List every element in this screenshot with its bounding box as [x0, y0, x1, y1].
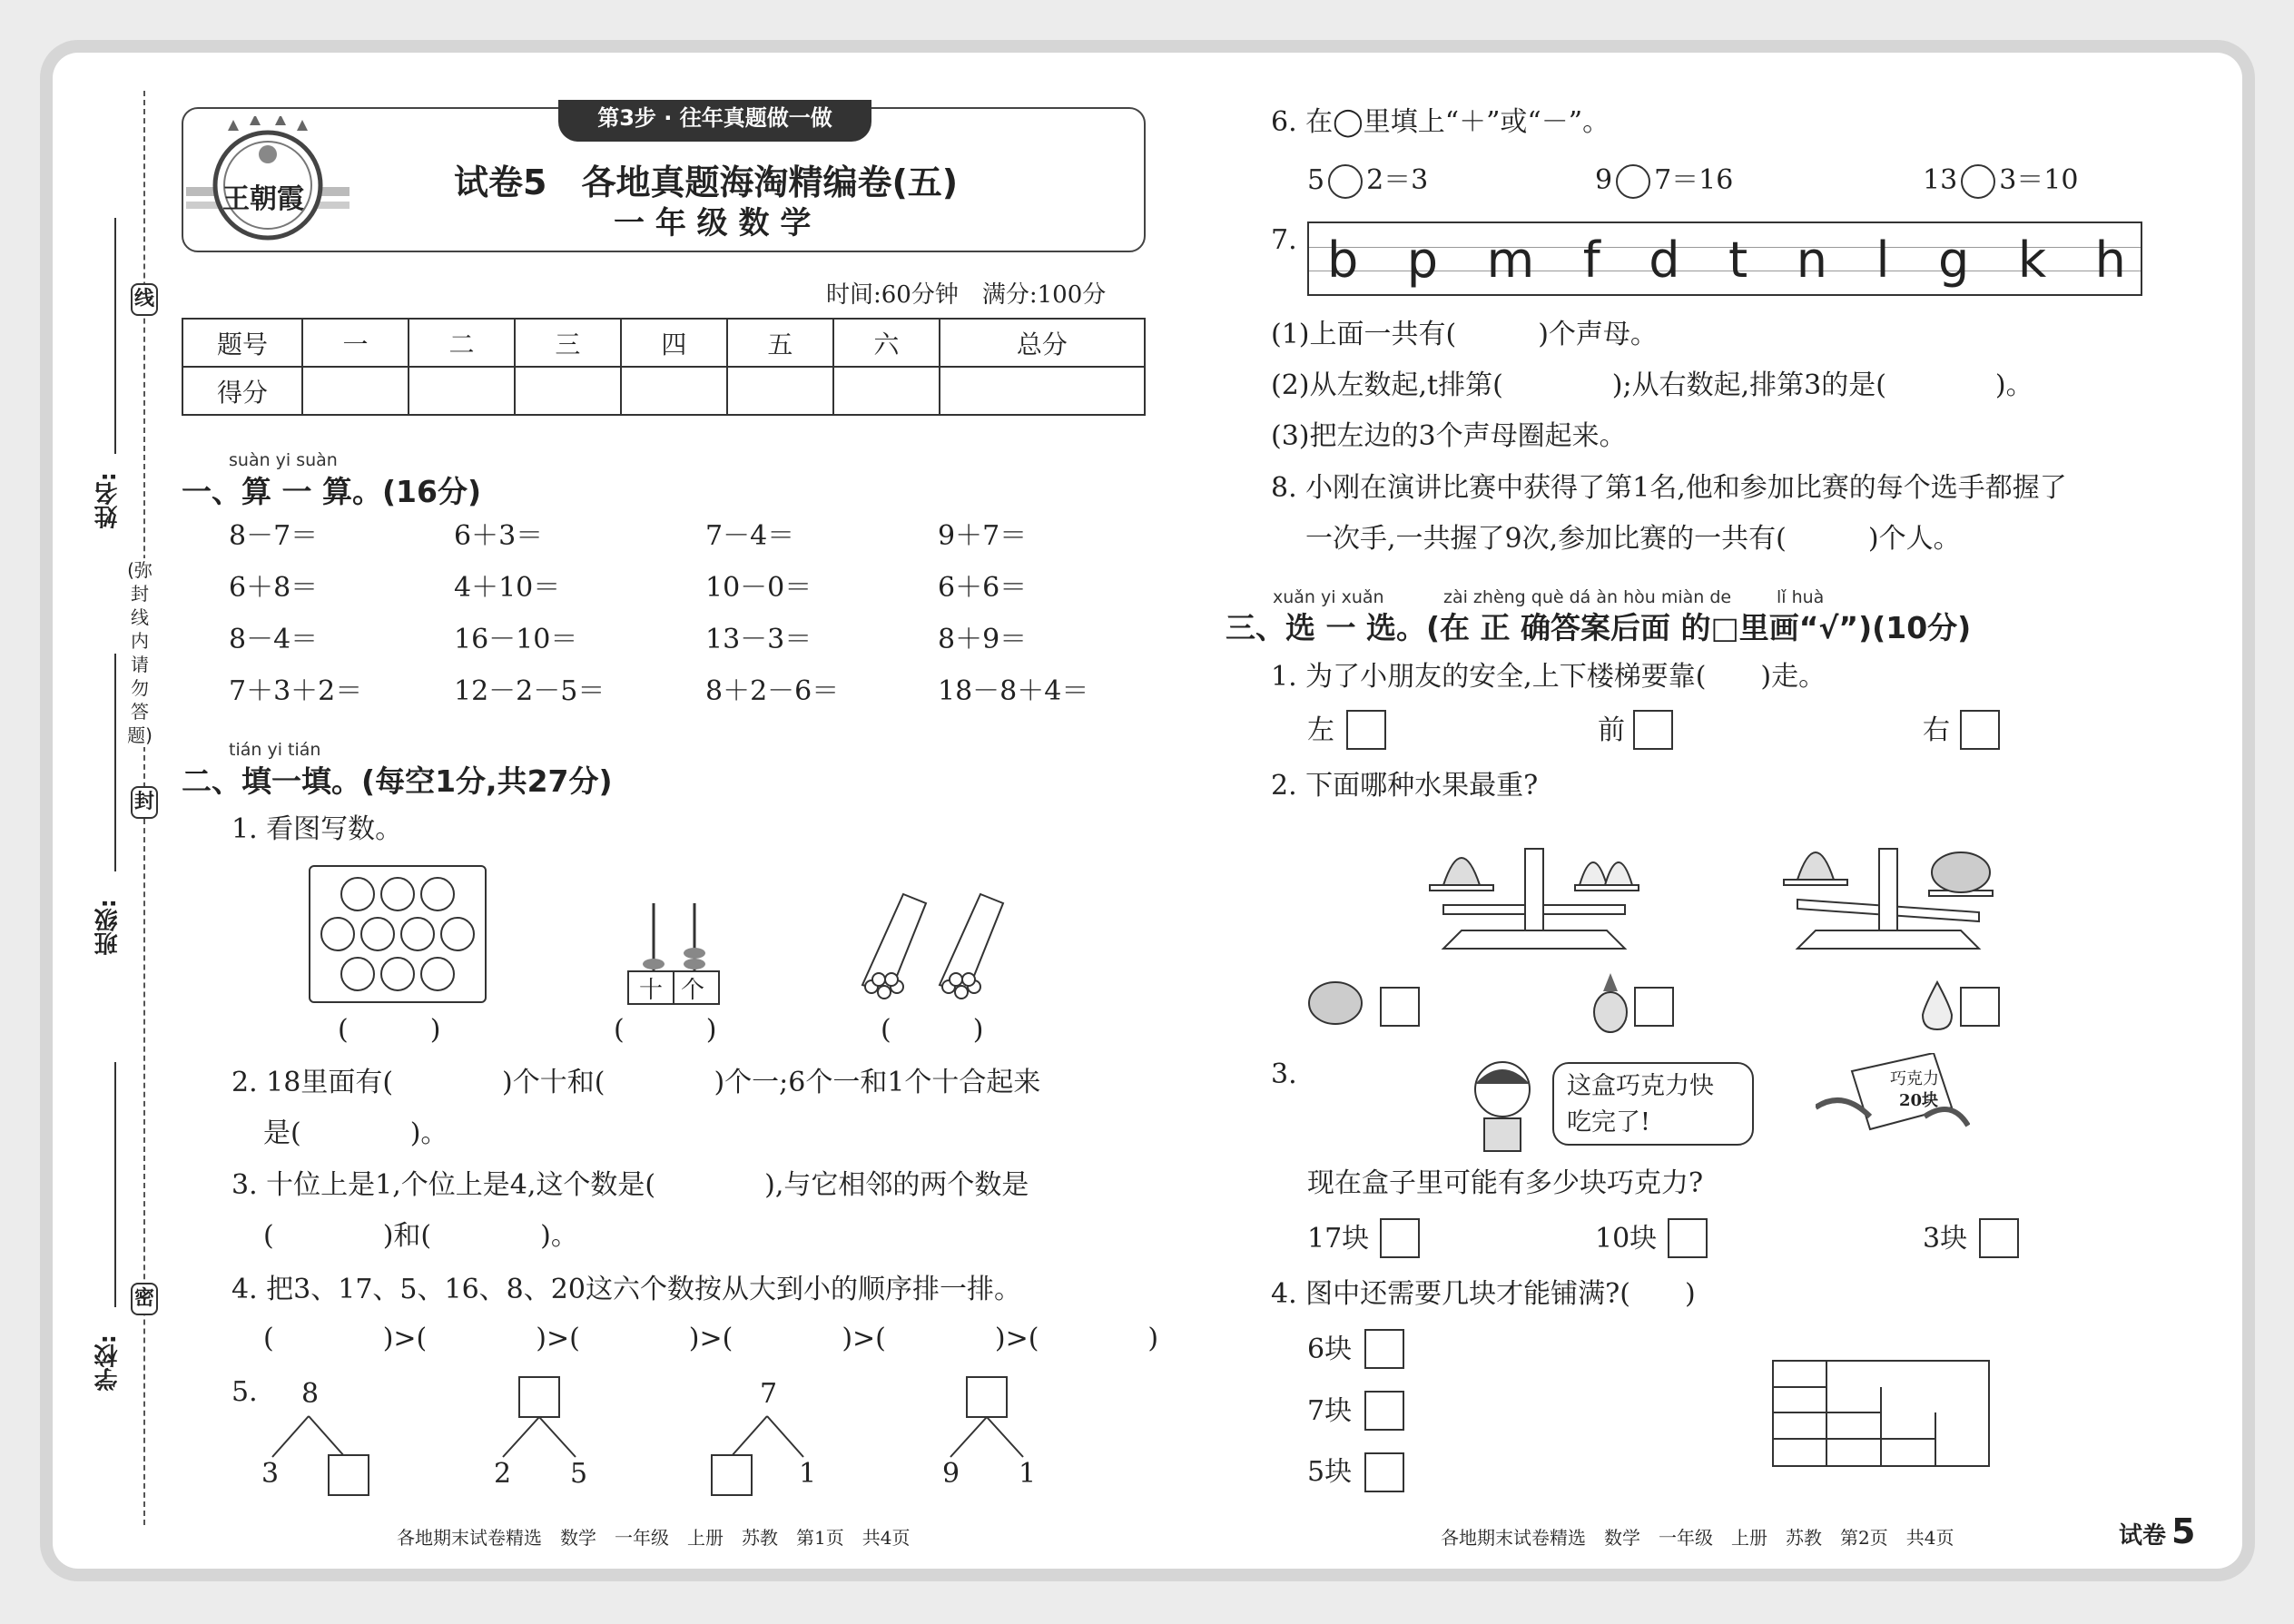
q2-8a: 8. 小刚在演讲比赛中获得了第1名,他和参加比赛的每个选手都握了 — [1271, 472, 2067, 504]
q3-4: 4. 图中还需要几块才能铺满?( ) — [1271, 1278, 1696, 1310]
calc-item[interactable]: 4＋10＝ — [454, 572, 561, 604]
logo-text: 王朝霞 — [222, 183, 304, 215]
bubble-line-2: 吃完了! — [1567, 1108, 1650, 1137]
logo — [186, 116, 350, 243]
seal-line-tag: 线 — [131, 283, 158, 316]
number-trees — [254, 1375, 1071, 1502]
option-front: 前 — [1598, 714, 1625, 746]
binding-note: (弥封线内请勿答题) — [127, 559, 153, 746]
footer-right: 各地期末试卷精选 数学 一年级 上册 苏教 第2页 共4页 — [1441, 1527, 1954, 1549]
s2-title: 二、填一填。(每空1分,共27分) — [182, 763, 613, 799]
checkbox-watermelon[interactable] — [1380, 987, 1420, 1027]
letter-item: f — [1582, 231, 1600, 289]
balance-scale-2 — [1779, 822, 1997, 961]
balance-scale-1 — [1425, 822, 1643, 961]
box-label-1: 巧克力 — [1890, 1069, 1939, 1088]
q2-7: 7. — [1271, 224, 1297, 256]
q2-4a: 4. 把3、17、5、16、8、20这六个数按从大到小的顺序排一排。 — [231, 1274, 1021, 1305]
tree-num: 5 — [570, 1458, 588, 1490]
calc-item[interactable]: 12－2－5＝ — [454, 675, 605, 707]
calc-item[interactable]: 6＋6＝ — [938, 572, 1028, 604]
q6-item-3: 13 3＝10 — [1923, 163, 2078, 199]
tree-num: 3 — [261, 1458, 280, 1490]
operator-circle[interactable] — [1328, 164, 1363, 199]
score-cell[interactable] — [302, 367, 409, 415]
answer-paren-3[interactable]: ( ) — [881, 1014, 984, 1046]
q2-8b: 一次手,一共握了9次,参加比赛的一共有( )个人。 — [1305, 523, 1961, 555]
calc-item[interactable]: 6＋3＝ — [454, 520, 544, 552]
tree-num: 2 — [494, 1458, 512, 1490]
calc-item[interactable]: 13－3＝ — [705, 624, 812, 655]
calc-item[interactable]: 6＋8＝ — [229, 572, 319, 604]
abacus-ten: 十 — [639, 977, 664, 1004]
balance-scale-icon — [1425, 822, 1643, 958]
q2-5: 5. — [231, 1376, 258, 1408]
option-3: 3块 — [1923, 1223, 1968, 1255]
seal-mi-tag: 密 — [131, 1283, 158, 1315]
q3-3: 3. — [1271, 1058, 1297, 1090]
checkbox-7[interactable] — [1364, 1391, 1404, 1431]
exam-subtitle: 一 年 级 数 学 — [614, 205, 812, 241]
letter-item: d — [1649, 231, 1680, 289]
seal-seal-tag: 封 — [131, 786, 158, 819]
q2-1: 1. 看图写数。 — [231, 813, 403, 845]
letter-item: t — [1728, 231, 1748, 289]
checkbox-pear[interactable] — [1960, 987, 2000, 1027]
calc-item[interactable]: 8＋9＝ — [938, 624, 1028, 655]
q2-3a: 3. 十位上是1,个位上是4,这个数是( ),与它相邻的两个数是 — [231, 1169, 1029, 1201]
q2-6: 6. 在◯里填上“＋”或“－”。 — [1271, 106, 1610, 138]
name-label: 姓名: — [94, 472, 122, 529]
calc-item[interactable]: 8－4＝ — [229, 624, 319, 655]
q6-item-1: 5 2＝3 — [1307, 163, 1428, 199]
boy-icon — [1462, 1055, 1543, 1158]
exam-time: 时间:60分钟 满分:100分 — [826, 281, 1107, 309]
tree-num: 9 — [942, 1458, 960, 1490]
q2-2a: 2. 18里面有( )个十和( )个一;6个一和1个十合起来 — [231, 1067, 1041, 1098]
letter-item: l — [1876, 231, 1890, 289]
calc-item[interactable]: 10－0＝ — [705, 572, 812, 604]
option-left: 左 — [1307, 714, 1334, 746]
calc-item[interactable]: 16－10＝ — [454, 624, 578, 655]
checkbox-17[interactable] — [1380, 1218, 1420, 1258]
checkbox-6[interactable] — [1364, 1329, 1404, 1369]
letter-strip — [1307, 221, 2142, 296]
footer-left: 各地期末试卷精选 数学 一年级 上册 苏教 第1页 共4页 — [397, 1527, 911, 1549]
watermelon-icon — [1307, 980, 1364, 1029]
letter-item: g — [1938, 231, 1970, 289]
smiley-box — [309, 865, 487, 1003]
option-17: 17块 — [1307, 1223, 1370, 1255]
letter-item: b — [1327, 231, 1359, 289]
q7-3: (3)把左边的3个声母圈起来。 — [1271, 420, 1627, 452]
s1-pinyin: suàn yi suàn — [229, 450, 338, 470]
letter-row — [1327, 223, 2126, 296]
option-right: 右 — [1923, 714, 1950, 746]
smiley-faces-icon — [310, 867, 488, 1005]
tree-num: 1 — [1019, 1458, 1037, 1490]
answer-paren-1[interactable]: ( ) — [338, 1014, 441, 1046]
operator-circle[interactable] — [1616, 164, 1650, 199]
pear-icon — [1917, 979, 1957, 1035]
school-field[interactable] — [114, 1062, 116, 1307]
calc-item[interactable]: 7＋3＋2＝ — [229, 675, 363, 707]
calc-item[interactable]: 8－7＝ — [229, 520, 319, 552]
q7-2: (2)从左数起,t排第( );从右数起,排第3的是( )。 — [1271, 369, 2033, 401]
q2-2b: 是( )。 — [263, 1117, 448, 1149]
abacus-one: 个 — [681, 977, 705, 1004]
checkbox-3[interactable] — [1979, 1218, 2019, 1258]
s3-title: 三、选 一 选。(在 正 确答案后面 的□里画“√”)(10分) — [1226, 610, 1972, 645]
speech-bubble — [1552, 1062, 1754, 1146]
pineapple-icon — [1590, 971, 1630, 1037]
class-field[interactable] — [114, 654, 116, 871]
tile-grid — [1772, 1360, 1990, 1471]
q7-1: (1)上面一共有( )个声母。 — [1271, 319, 1658, 350]
step-banner: 第3步 · 往年真题做一做 — [558, 100, 871, 142]
balance-scale-icon — [1779, 822, 1997, 958]
checkbox-left[interactable] — [1346, 710, 1386, 750]
s3-pinyin-1: xuǎn yi xuǎn — [1273, 587, 1384, 607]
s3-pinyin-2: zài zhèng què dá àn hòu miàn de — [1443, 587, 1732, 607]
checkbox-10[interactable] — [1668, 1218, 1708, 1258]
letter-item: n — [1796, 231, 1827, 289]
s3-pinyin-3: lǐ huà — [1777, 587, 1825, 607]
checkbox-5[interactable] — [1364, 1452, 1404, 1492]
letter-item: p — [1406, 231, 1439, 289]
tree-num: 8 — [301, 1378, 320, 1410]
q6-item-2: 9 7＝16 — [1595, 163, 1733, 199]
calc-item[interactable]: 9＋7＝ — [938, 520, 1028, 552]
letter-item: m — [1486, 231, 1535, 289]
operator-circle[interactable] — [1961, 164, 1995, 199]
class-label: 班级: — [94, 899, 122, 956]
q2-4b: ( )>( )>( )>( )>( )>( ) — [263, 1323, 1159, 1354]
school-label: 学校: — [94, 1334, 122, 1392]
letter-item: k — [2017, 231, 2047, 289]
answer-paren-2[interactable]: ( ) — [614, 1014, 717, 1046]
checkbox-front[interactable] — [1633, 710, 1673, 750]
box-label-2: 20块 — [1899, 1091, 1939, 1110]
checkbox-right[interactable] — [1960, 710, 2000, 750]
calc-item[interactable]: 8＋2－6＝ — [705, 675, 840, 707]
q3-2: 2. 下面哪种水果最重? — [1271, 770, 1539, 802]
option-5: 5块 — [1307, 1456, 1353, 1488]
name-field[interactable] — [114, 218, 116, 454]
calc-item[interactable]: 18－8＋4＝ — [938, 675, 1089, 707]
option-10: 10块 — [1595, 1223, 1658, 1255]
abacus — [626, 899, 726, 1009]
tree-num: 7 — [760, 1378, 778, 1410]
tile-grid-icon — [1772, 1360, 1990, 1467]
letter-item: h — [2094, 231, 2126, 289]
sticks — [853, 885, 1017, 1016]
s1-title: 一、算 一 算。(16分) — [182, 474, 482, 509]
chocolate-box — [1816, 1053, 1970, 1144]
exam-title: 试卷5 各地真题海淘精编卷(五) — [454, 162, 959, 202]
bundled-sticks-icon — [853, 885, 1017, 1012]
option-6: 6块 — [1307, 1334, 1353, 1365]
q2-3b: ( )和( )。 — [263, 1220, 578, 1252]
tree-num: 1 — [799, 1458, 817, 1490]
calc-item[interactable]: 7－4＝ — [705, 520, 795, 552]
s2-pinyin: tián yi tián — [229, 740, 321, 760]
option-7: 7块 — [1307, 1395, 1353, 1427]
bubble-line-1: 这盒巧克力快 — [1567, 1072, 1714, 1100]
q3-3-text: 现在盒子里可能有多少块巧克力? — [1307, 1167, 1704, 1199]
q3-1: 1. 为了小朋友的安全,上下楼梯要靠( )走。 — [1271, 661, 1826, 693]
score-table: 题号 一 二 三 四 五 六 总分 得分 — [182, 318, 1146, 416]
paper-mark: 试卷 5 — [2119, 1511, 2196, 1551]
checkbox-pineapple[interactable] — [1634, 987, 1674, 1027]
